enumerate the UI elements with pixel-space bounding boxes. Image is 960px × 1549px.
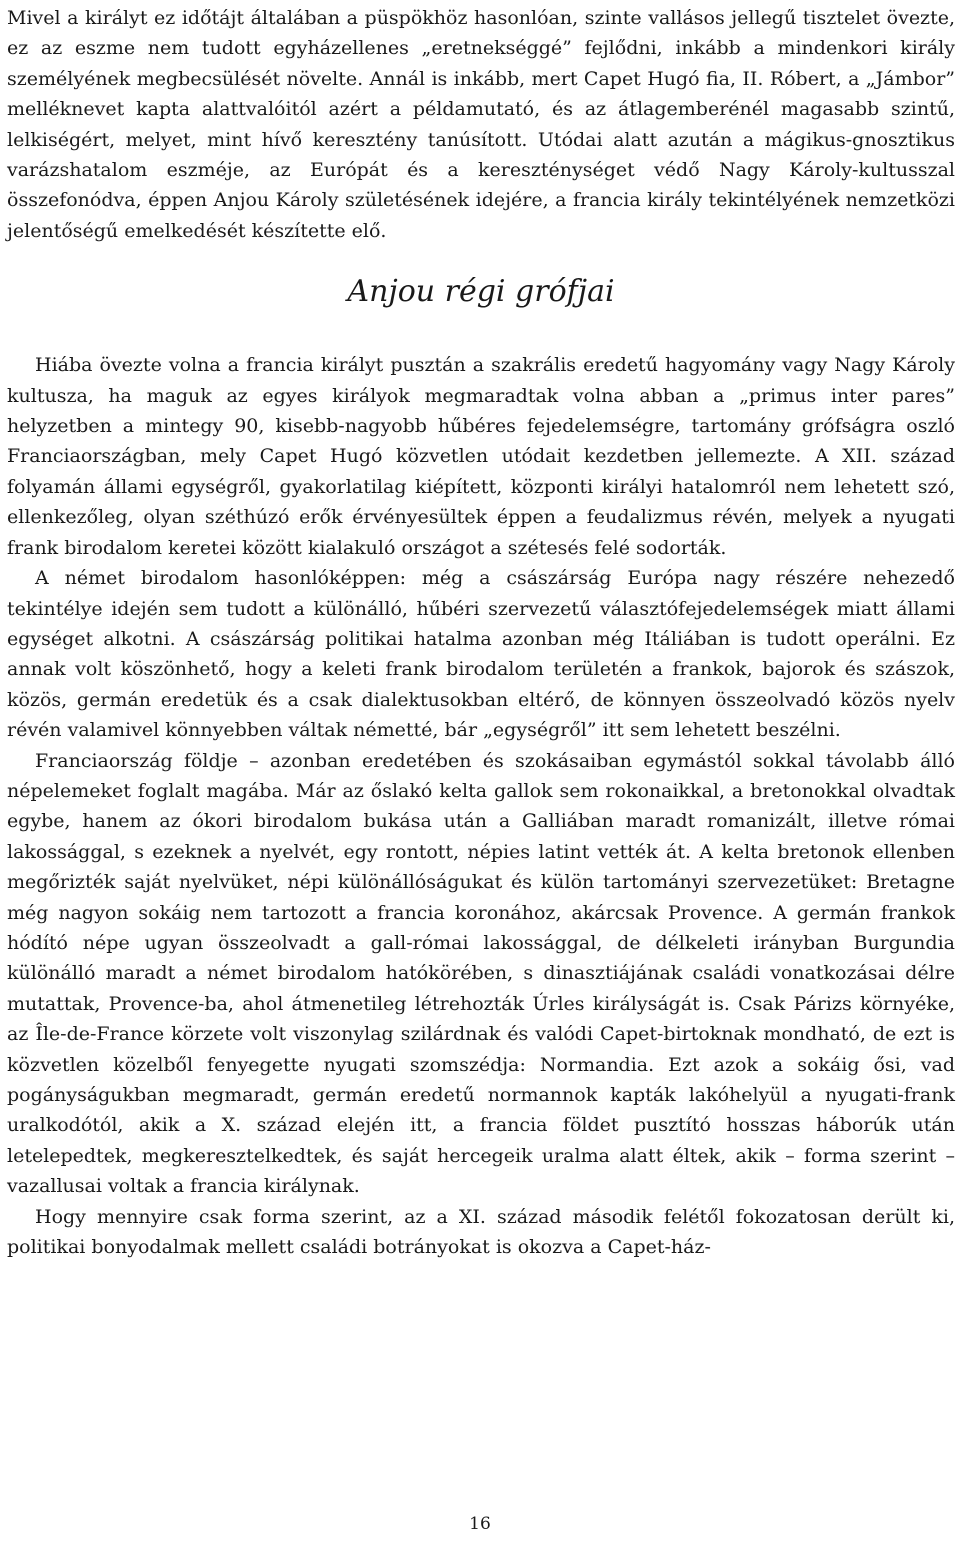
body-paragraph-continued: Hogy mennyire csak forma szerint, az a XI. század második felétől fokozatosan derült ki, politikai bonyodalmak mellett családi botrányokat is okozva a Capet-ház- (7, 1205, 955, 1259)
document-page (7, 3, 955, 1262)
intro-paragraph: Mivel a királyt ez időtájt általában a püspökhöz hasonlóan, szinte vallásos jellegű tisztelet övezte, ez az eszme nem tudott egyházellenes „eretnekséggé” fejlődni, inkább a mindenkori király személyének megbecsülését növelte. Annál is inkább, mert Capet Hugó fia, II. Róbert, a „Jámbor” melléknevet kapta alattvalóitól azért a példamutató, és az átlagemberénél magasabb szintű, lelkiségért, melyet, mint hívő keresztény tanúsított. Utódai alatt azután a mágikus-gnosztikus varázshatalom eszméje, az Európát és a kereszténységet védő Nagy Károly-kultusszal összefonódva, éppen Anjou Károly születésének idejére, a francia király tekintélyének nemzetközi jelentőségű emelkedését készítette elő. (7, 7, 955, 242)
page-number: 16 (469, 1514, 491, 1534)
section-title: Anjou régi grófjai (347, 274, 615, 310)
body-paragraph: A német birodalom hasonlóképpen: még a császárság Európa nagy részére nehezedő tekintélye idején sem tudott a különálló, hűbéri szervezetű választófejedelemségek miatt állami egységet alkotni. A császárság politikai hatalma azonban még Itáliában is tudott operálni. Ez annak volt köszönhető, hogy a keleti frank birodalom területén a frankok, bajorok és szászok, közös, germán eredetük és a csak dialektusokban eltérő, de könnyen összeolvadó közös nyelv révén valamivel könnyebben váltak németté, bár „egységről” itt sem lehetett beszélni. (7, 567, 955, 742)
body-paragraph: Hiába övezte volna a francia királyt pusztán a szakrális eredetű hagyomány vagy Nagy Károly kultusza, ha maguk az egyes királyok megmaradtak volna abban a „primus inter pares” helyzetben a mintegy 90, kisebb-nagyobb hűbéres fejedelemségre, tartomány grófságra oszló Franciaországban, mely Capet Hugó közvetlen utódait kezdetben jellemezte. A XII. század folyamán állami egységről, gyakorlatilag kiépített, központi királyi hatalomról nem lehetett szó, ellenkezőleg, olyan széthúzó erők érvényesültek éppen a feudalizmus révén, melyek a nyugati frank birodalom keretei között kialakuló országot a szétesés felé sodorták. (7, 354, 955, 559)
body-paragraph: Franciaország földje – azonban eredetében és szokásaiban egymástól sokkal távolabb álló népelemeket foglalt magába. Már az őslakó kelta gallok sem rokonaikkal, a bretonokkal olvadtak egybe, hanem az ókori birodalom bukása után a Galliában maradt romanizált, illetve római lakossággal, s ezeknek a nyelvét, egy rontott, népies latint vették át. A kelta bretonok ellenben megőrizték saját nyelvüket, népi különállóságukat és külön tartományi szervezetüket: Bretagne még nagyon sokáig nem tartozott a francia koronához, akárcsak Provence. A germán frankok hódító népe ugyan összeolvadt a gall-római lakossággal, de délkeleti irányban Burgundia különálló maradt a német birodalom hatókörében, s dinasztiájának családi vonatkozásai délre mutattak, Provence-ba, ahol átmenetileg létrehozták Úrles királyságát is. Csak Párizs környéke, az Île-de-France körzete volt viszonylag szilárdnak és valódi Capet-birtoknak mondható, de ezt is közvetlen közelből fenyegette nyugati szomszédja: Normandia. Ezt azok a sokáig ősi, vad pogányságukban megmaradt, germán eredetű normannok kapták lakóhelyül a nyugati-frank uralkodótól, akik a X. század elején itt, a francia földet pusztító hosszas háborúk után letelepedtek, megkeresztelkedtek, és saját hercegeik uralma alatt éltek, akik – forma szerint – vazallusai voltak a francia királynak. (7, 749, 955, 1198)
